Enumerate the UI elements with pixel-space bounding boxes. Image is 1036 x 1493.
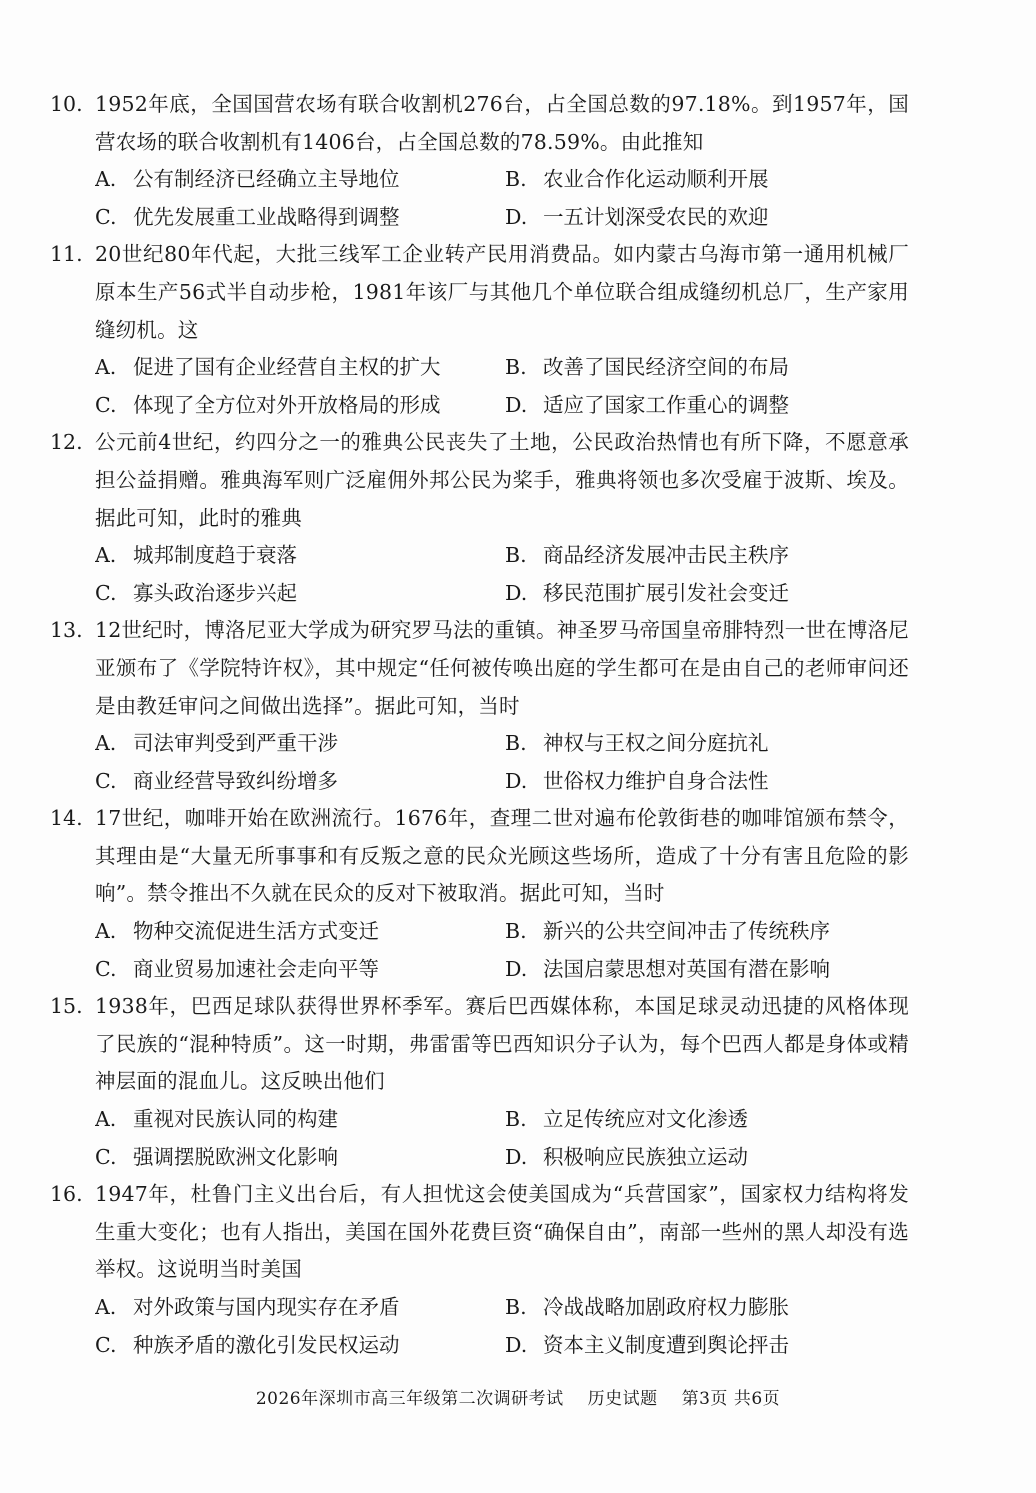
option-list (95, 725, 909, 800)
option-letter: C. (95, 768, 117, 793)
option-a (95, 725, 505, 763)
footer-exam-title: 2026年深圳市高三年级第二次调研考试 (255, 1389, 564, 1409)
option-text: 适应了国家工作重心的调整 (543, 392, 789, 417)
option-c (95, 387, 505, 425)
question-number: 12. (50, 430, 83, 455)
question-11 (0, 236, 1036, 424)
option-letter: D. (505, 204, 528, 229)
question-stem: 1938年，巴西足球队获得世界杯季军。赛后巴西媒体称，本国足球灵动迅捷的风格体现了民族的“混种特质”。这一时期，弗雷雷等巴西知识分子认为，每个巴西人都是身体或精神层面的混血儿。这反映出他们 (95, 994, 909, 1094)
option-d (505, 951, 909, 989)
option-letter: A. (95, 919, 117, 944)
question-15 (0, 988, 1036, 1176)
option-text: 世俗权力维护自身合法性 (543, 768, 769, 793)
option-letter: D. (505, 1144, 528, 1169)
option-text: 促进了国有企业经营自主权的扩大 (133, 355, 441, 380)
option-letter: A. (95, 543, 117, 568)
question-list (0, 86, 1036, 1364)
option-text: 积极响应民族独立运动 (543, 1144, 748, 1169)
option-text: 立足传统应对文化渗透 (543, 1107, 748, 1132)
option-list (95, 161, 909, 236)
option-letter: B. (505, 543, 527, 568)
option-text: 改善了国民经济空间的布局 (543, 355, 789, 380)
option-text: 一五计划深受农民的欢迎 (543, 204, 769, 229)
question-number: 16. (50, 1182, 83, 1207)
option-a (95, 913, 505, 951)
question-stem: 1947年，杜鲁门主义出台后，有人担忧这会使美国成为“兵营国家”，国家权力结构将发生重大变化；也有人指出，美国在国外花费巨资“确保自由”，南部一些州的黑人却没有选举权。这说明当时美国 (95, 1182, 909, 1282)
option-letter: A. (95, 355, 117, 380)
option-b (505, 1101, 909, 1139)
option-d (505, 1327, 909, 1365)
option-text: 商业经营导致纠纷增多 (133, 768, 338, 793)
option-letter: A. (95, 167, 117, 192)
option-text: 商品经济发展冲击民主秩序 (543, 543, 789, 568)
page-footer (0, 1386, 1036, 1412)
option-text: 体现了全方位对外开放格局的形成 (133, 392, 441, 417)
option-c (95, 199, 505, 237)
option-letter: D. (505, 768, 528, 793)
option-text: 资本主义制度遭到舆论抨击 (543, 1332, 789, 1357)
option-letter: B. (505, 731, 527, 756)
question-number: 15. (50, 994, 83, 1019)
option-d (505, 575, 909, 613)
option-text: 物种交流促进生活方式变迁 (133, 919, 379, 944)
option-a (95, 537, 505, 575)
question-14 (0, 800, 1036, 988)
option-b (505, 537, 909, 575)
option-a (95, 1101, 505, 1139)
option-text: 公有制经济已经确立主导地位 (133, 167, 400, 192)
question-12 (0, 424, 1036, 612)
option-c (95, 951, 505, 989)
option-c (95, 1327, 505, 1365)
option-list (95, 1101, 909, 1176)
option-c (95, 575, 505, 613)
option-letter: D. (505, 1332, 528, 1357)
question-10 (0, 86, 1036, 236)
option-text: 商业贸易加速社会走向平等 (133, 956, 379, 981)
option-d (505, 199, 909, 237)
option-d (505, 1139, 909, 1177)
option-letter: B. (505, 167, 527, 192)
option-text: 对外政策与国内现实存在矛盾 (133, 1295, 400, 1319)
footer-subject: 历史试题 (587, 1389, 658, 1409)
option-text: 新兴的公共空间冲击了传统秩序 (543, 919, 830, 944)
option-text: 种族矛盾的激化引发民权运动 (133, 1332, 400, 1357)
option-letter: D. (505, 392, 528, 417)
option-b (505, 1289, 909, 1327)
option-text: 重视对民族认同的构建 (133, 1107, 338, 1132)
option-text: 城邦制度趋于衰落 (133, 543, 297, 568)
option-text: 冷战战略加剧政府权力膨胀 (543, 1295, 789, 1319)
option-letter: C. (95, 1144, 117, 1169)
option-c (95, 1139, 505, 1177)
option-text: 农业合作化运动顺利开展 (543, 167, 769, 192)
option-text: 法国启蒙思想对英国有潜在影响 (543, 956, 830, 981)
option-letter: A. (95, 731, 117, 756)
option-letter: D. (505, 580, 528, 605)
option-letter: B. (505, 1295, 527, 1319)
option-list (95, 537, 909, 612)
option-letter: C. (95, 1332, 117, 1357)
question-stem: 12世纪时，博洛尼亚大学成为研究罗马法的重镇。神圣罗马帝国皇帝腓特烈一世在博洛尼亚颁布了《学院特许权》，其中规定“任何被传唤出庭的学生都可在是由自己的老师审问还是由教廷审问之间做出选择”。据此可知，当时 (95, 618, 909, 718)
option-text: 优先发展重工业战略得到调整 (133, 204, 400, 229)
option-b (505, 725, 909, 763)
option-letter: B. (505, 1107, 527, 1132)
option-letter: C. (95, 392, 117, 417)
option-letter: C. (95, 580, 117, 605)
option-d (505, 763, 909, 801)
question-number: 10. (50, 92, 83, 116)
option-letter: A. (95, 1107, 117, 1132)
option-b (505, 349, 909, 387)
option-b (505, 913, 909, 951)
footer-page-number: 第3页 共6页 (681, 1389, 781, 1409)
option-text: 移民范围扩展引发社会变迁 (543, 580, 789, 605)
question-stem: 20世纪80年代起，大批三线军工企业转产民用消费品。如内蒙古乌海市第一通用机械厂原本生产56式半自动步枪，1981年该厂与其他几个单位联合组成缝纫机总厂，生产家用缝纫机。这 (95, 242, 909, 342)
question-number: 14. (50, 806, 83, 831)
option-letter: B. (505, 919, 527, 944)
question-stem: 1952年底，全国国营农场有联合收割机276台，占全国总数的97.18%。到1957年，国营农场的联合收割机有1406台，占全国总数的78.59%。由此推知 (95, 92, 909, 154)
option-d (505, 387, 909, 425)
option-list (95, 1289, 909, 1364)
question-13 (0, 612, 1036, 800)
question-16 (0, 1176, 1036, 1364)
option-letter: A. (95, 1295, 117, 1319)
question-number: 11. (50, 242, 83, 267)
option-a (95, 349, 505, 387)
question-stem: 17世纪，咖啡开始在欧洲流行。1676年，查理二世对遍布伦敦街巷的咖啡馆颁布禁令，其理由是“大量无所事事和有反叛之意的民众光顾这些场所，造成了十分有害且危险的影响”。禁令推出不久就在民众的反对下被取消。据此可知，当时 (95, 806, 909, 906)
option-letter: B. (505, 355, 527, 380)
option-text: 寡头政治逐步兴起 (133, 580, 297, 605)
option-c (95, 763, 505, 801)
option-text: 强调摆脱欧洲文化影响 (133, 1144, 338, 1169)
option-letter: C. (95, 956, 117, 981)
option-letter: C. (95, 204, 117, 229)
option-b (505, 161, 909, 199)
option-text: 司法审判受到严重干涉 (133, 731, 338, 756)
option-text: 神权与王权之间分庭抗礼 (543, 731, 769, 756)
option-list (95, 913, 909, 988)
option-a (95, 161, 505, 199)
option-letter: D. (505, 956, 528, 981)
question-number: 13. (50, 618, 83, 643)
question-stem: 公元前4世纪，约四分之一的雅典公民丧失了土地，公民政治热情也有所下降，不愿意承担公益捐赠。雅典海军则广泛雇佣外邦公民为桨手，雅典将领也多次受雇于波斯、埃及。据此可知，此时的雅典 (95, 430, 909, 530)
option-list (95, 349, 909, 424)
option-a (95, 1289, 505, 1327)
